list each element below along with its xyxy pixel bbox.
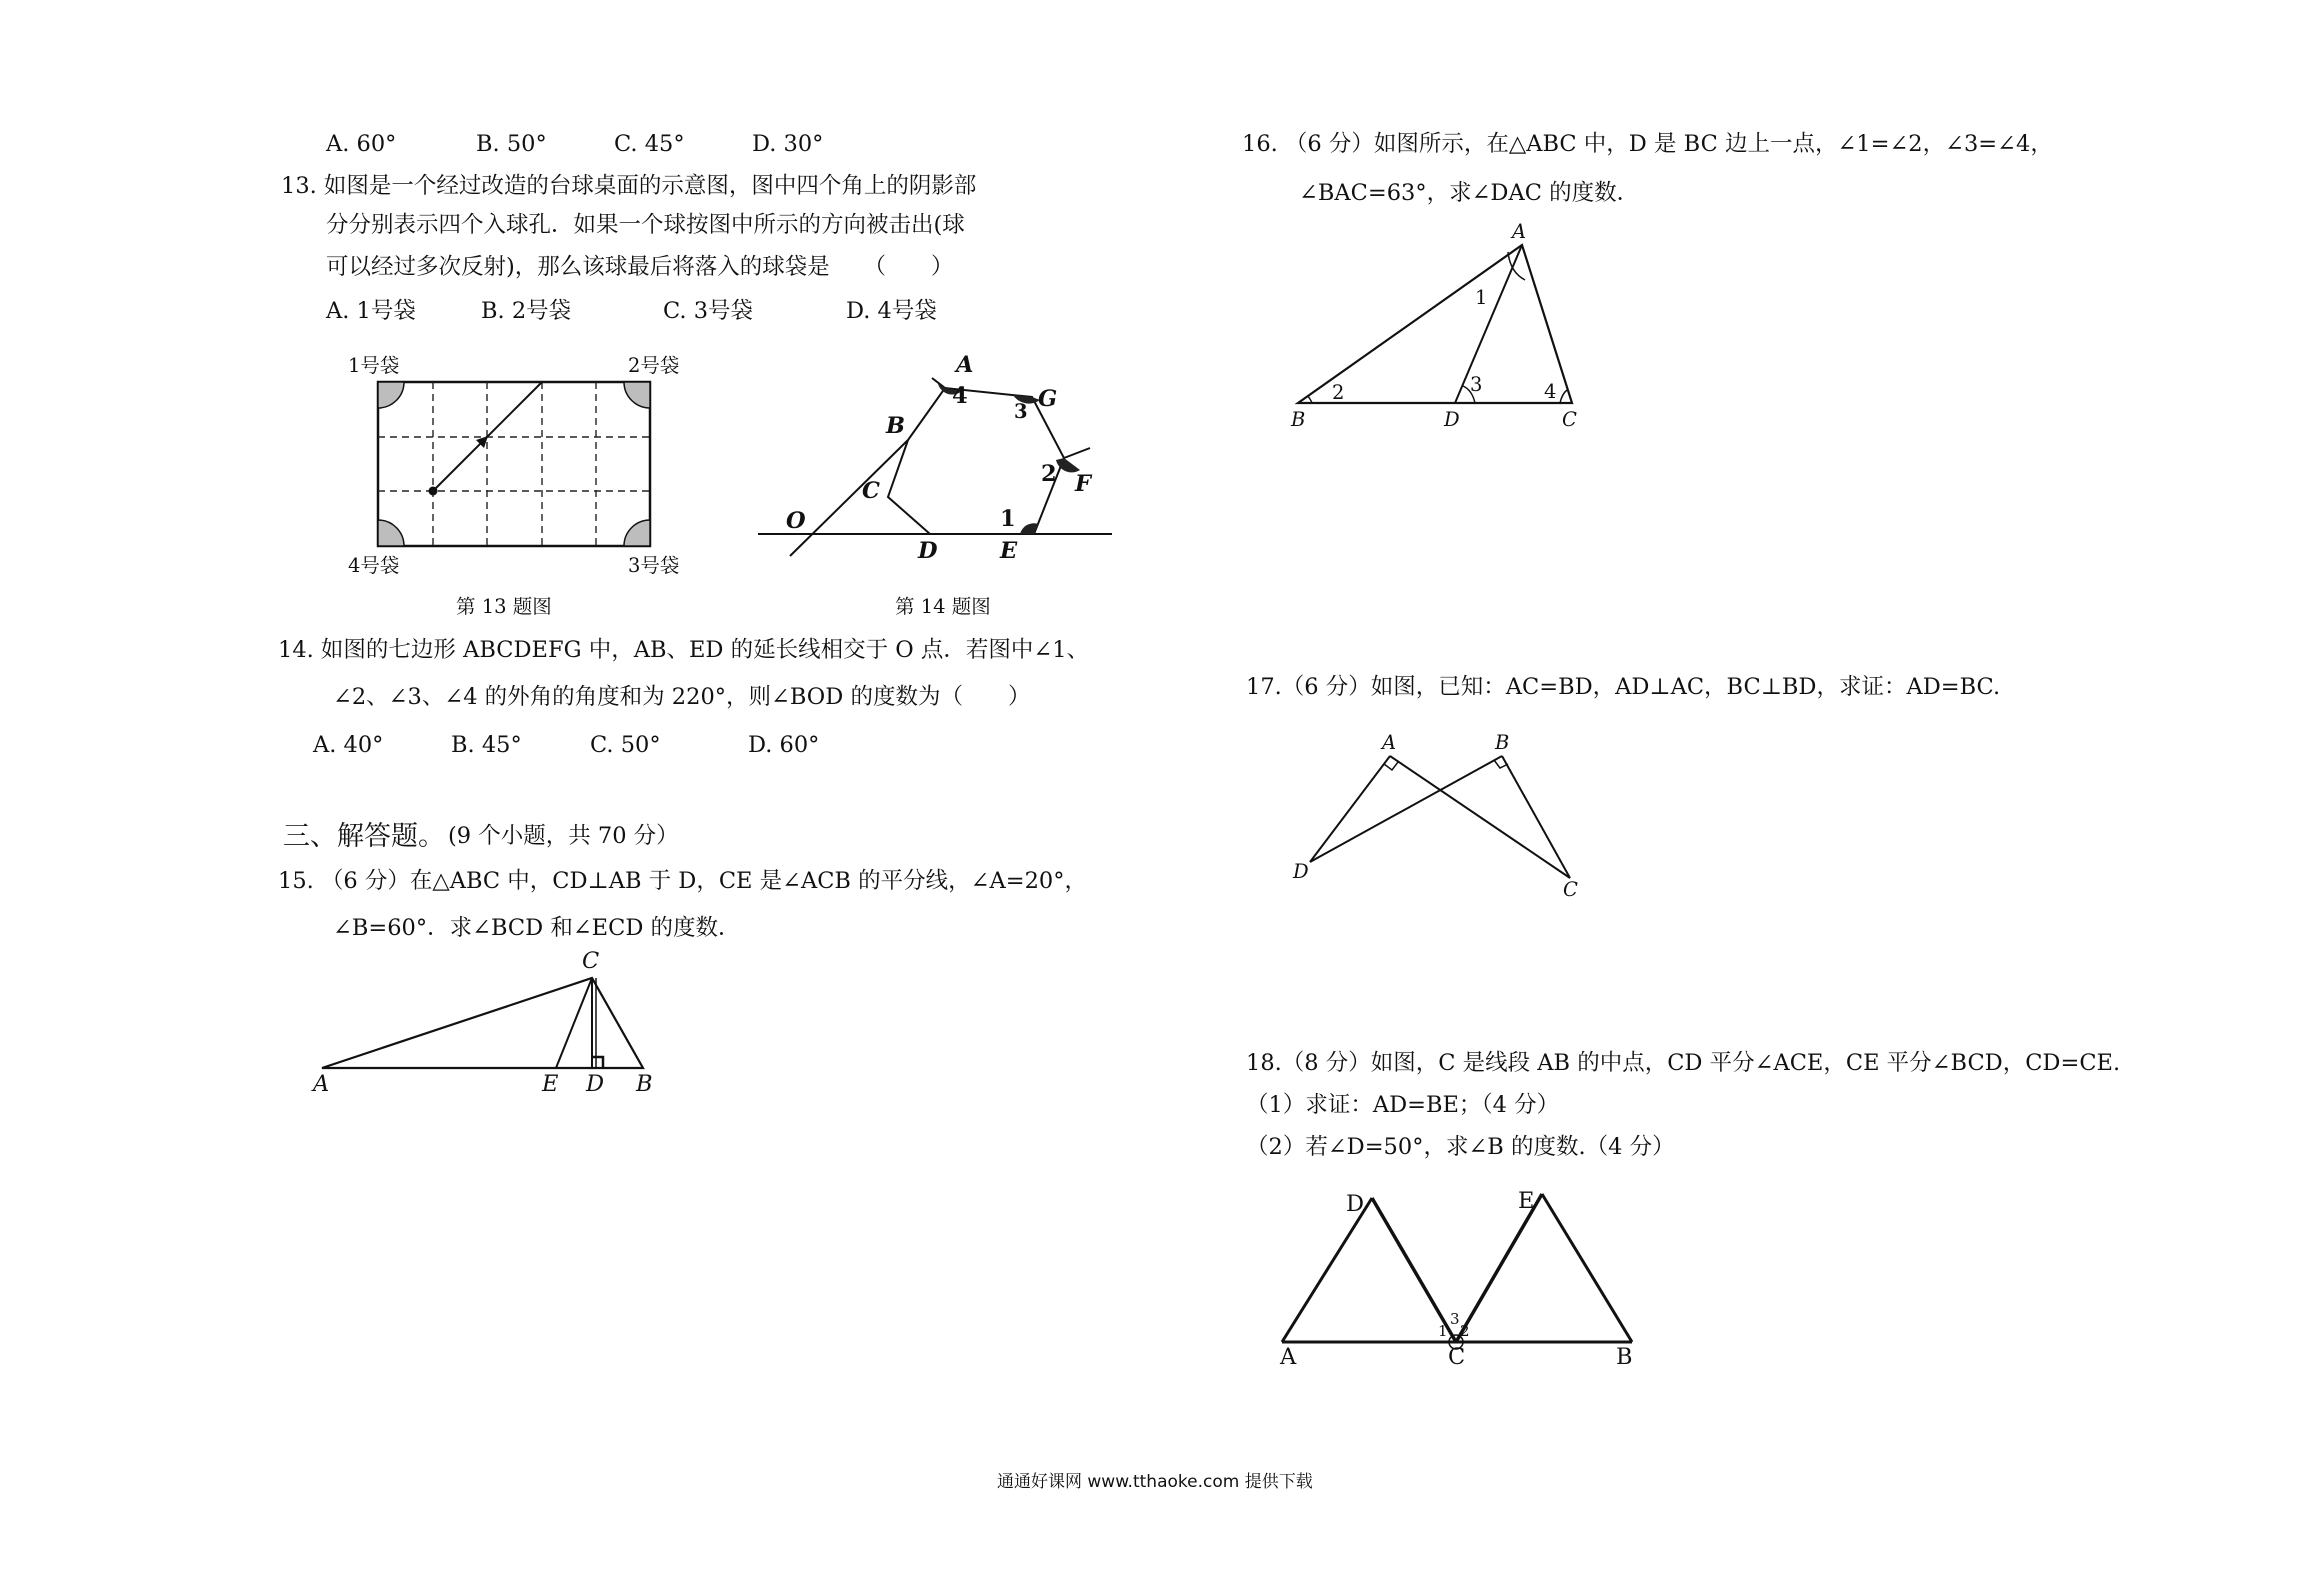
fig14-angle-4-label: 4 xyxy=(952,383,968,409)
page-footer: 通通好课网 www.tthaoke.com 提供下载 xyxy=(997,1472,1313,1492)
q13-line1: 13. 如图是一个经过改造的台球桌面的示意图，图中四个角上的阴影部 xyxy=(281,173,977,199)
q15-line2: ∠B=60°．求∠BCD 和∠ECD 的度数． xyxy=(333,915,741,941)
fig17-label-a: A xyxy=(1382,731,1397,754)
fig15-label-c: C xyxy=(582,948,600,974)
q14-option-a: A. 40° xyxy=(313,732,384,758)
pocket-3-label: 3号袋 xyxy=(628,554,680,577)
fig18-label-b: B xyxy=(1616,1344,1633,1370)
fig18-label-a: A xyxy=(1280,1344,1297,1370)
fig14-label-e: E xyxy=(1000,538,1018,564)
fig15-label-e: E xyxy=(542,1071,559,1097)
fig18-label-c: C xyxy=(1448,1344,1466,1370)
q14-option-d: D. 60° xyxy=(748,732,820,758)
fig16-label-a: A xyxy=(1512,220,1527,243)
q16-line1: 16. （6 分）如图所示，在△ABC 中，D 是 BC 边上一点，∠1=∠2，∠3=∠4， xyxy=(1242,131,2053,157)
fig16-label-c: C xyxy=(1562,408,1577,431)
fig14-angle-2-label: 2 xyxy=(1041,461,1057,487)
fig15-label-b: B xyxy=(636,1071,653,1097)
q13-option-d: D. 4号袋 xyxy=(846,298,937,324)
q13-line2: 分分别表示四个入球孔．如果一个球按图中所示的方向被击出(球 xyxy=(326,212,965,238)
fig16-label-b: B xyxy=(1291,408,1306,431)
q14-option-b: B. 45° xyxy=(451,732,522,758)
fig15-label-a: A xyxy=(313,1071,330,1097)
q13-option-a: A. 1号袋 xyxy=(326,298,416,324)
fig17-label-c: C xyxy=(1563,878,1578,901)
q14-line1: 14. 如图的七边形 ABCDEFG 中，AB、ED 的延长线相交于 O 点．若图中∠1、 xyxy=(278,637,1090,663)
pocket-4-label: 4号袋 xyxy=(348,554,400,577)
fig17-label-d: D xyxy=(1293,860,1309,883)
fig18-angle-2-label: 2 xyxy=(1460,1322,1470,1340)
q13-option-c: C. 3号袋 xyxy=(663,298,754,324)
fig14-label-d: D xyxy=(918,538,938,564)
fig16-label-d: D xyxy=(1444,408,1460,431)
fig17-label-b: B xyxy=(1495,731,1510,754)
fig16-angle-4-label: 4 xyxy=(1544,380,1557,403)
q12-option-d: D. 30° xyxy=(752,131,824,157)
fig14-label-g: G xyxy=(1038,386,1058,412)
fig16-angle-3-label: 3 xyxy=(1470,373,1483,396)
fig14-label-o: O xyxy=(786,508,806,534)
figure-14-caption: 第 14 题图 xyxy=(895,595,991,618)
fig14-label-b: B xyxy=(886,413,906,439)
fig15-label-d: D xyxy=(586,1071,605,1097)
q12-option-c: C. 45° xyxy=(614,131,685,157)
q14-line2: ∠2、∠3、∠4 的外角的角度和为 220°，则∠BOD 的度数为（ ） xyxy=(333,684,1031,710)
q13-line3: 可以经过多次反射)，那么该球最后将落入的球袋是 （ ） xyxy=(326,254,954,280)
fig18-angle-1-label: 1 xyxy=(1438,1322,1448,1340)
fig18-label-e: E xyxy=(1518,1188,1535,1214)
fig18-angle-3-label: 3 xyxy=(1450,1310,1460,1328)
fig14-label-c: C xyxy=(862,478,880,504)
pocket-2-label: 2号袋 xyxy=(628,354,680,377)
q13-option-b: B. 2号袋 xyxy=(481,298,572,324)
section-3-title: 三、解答题。 xyxy=(283,821,445,852)
q14-option-c: C. 50° xyxy=(590,732,661,758)
section-3-note: (9 个小题，共 70 分） xyxy=(448,823,679,849)
pocket-1-label: 1号袋 xyxy=(348,354,400,377)
fig16-angle-1-label: 1 xyxy=(1475,286,1488,309)
fig14-angle-3-label: 3 xyxy=(1014,400,1028,423)
q15-line1: 15. （6 分）在△ABC 中，CD⊥AB 于 D，CE 是∠ACB 的平分线，∠A=20°， xyxy=(278,868,1087,894)
q17-line1: 17.（6 分）如图，已知：AC=BD，AD⊥AC，BC⊥BD，求证：AD=BC. xyxy=(1246,674,2001,700)
fig14-label-f: F xyxy=(1075,471,1091,497)
fig18-label-d: D xyxy=(1346,1191,1365,1217)
figure-13-caption: 第 13 题图 xyxy=(456,595,552,618)
q12-option-a: A. 60° xyxy=(326,131,397,157)
q16-line2: ∠BAC=63°，求∠DAC 的度数． xyxy=(1299,180,1640,206)
q12-option-b: B. 50° xyxy=(476,131,547,157)
fig14-angle-1-label: 1 xyxy=(1000,506,1016,532)
q18-line1: 18.（8 分）如图，C 是线段 AB 的中点，CD 平分∠ACE，CE 平分∠BCD，CD=CE. xyxy=(1246,1050,2121,1076)
fig14-label-a: A xyxy=(956,352,974,378)
q18-line3: （2）若∠D=50°，求∠B 的度数.（4 分） xyxy=(1246,1134,1675,1160)
fig16-angle-2-label: 2 xyxy=(1332,381,1345,404)
q18-line2: （1）求证：AD=BE；（4 分） xyxy=(1246,1092,1560,1118)
